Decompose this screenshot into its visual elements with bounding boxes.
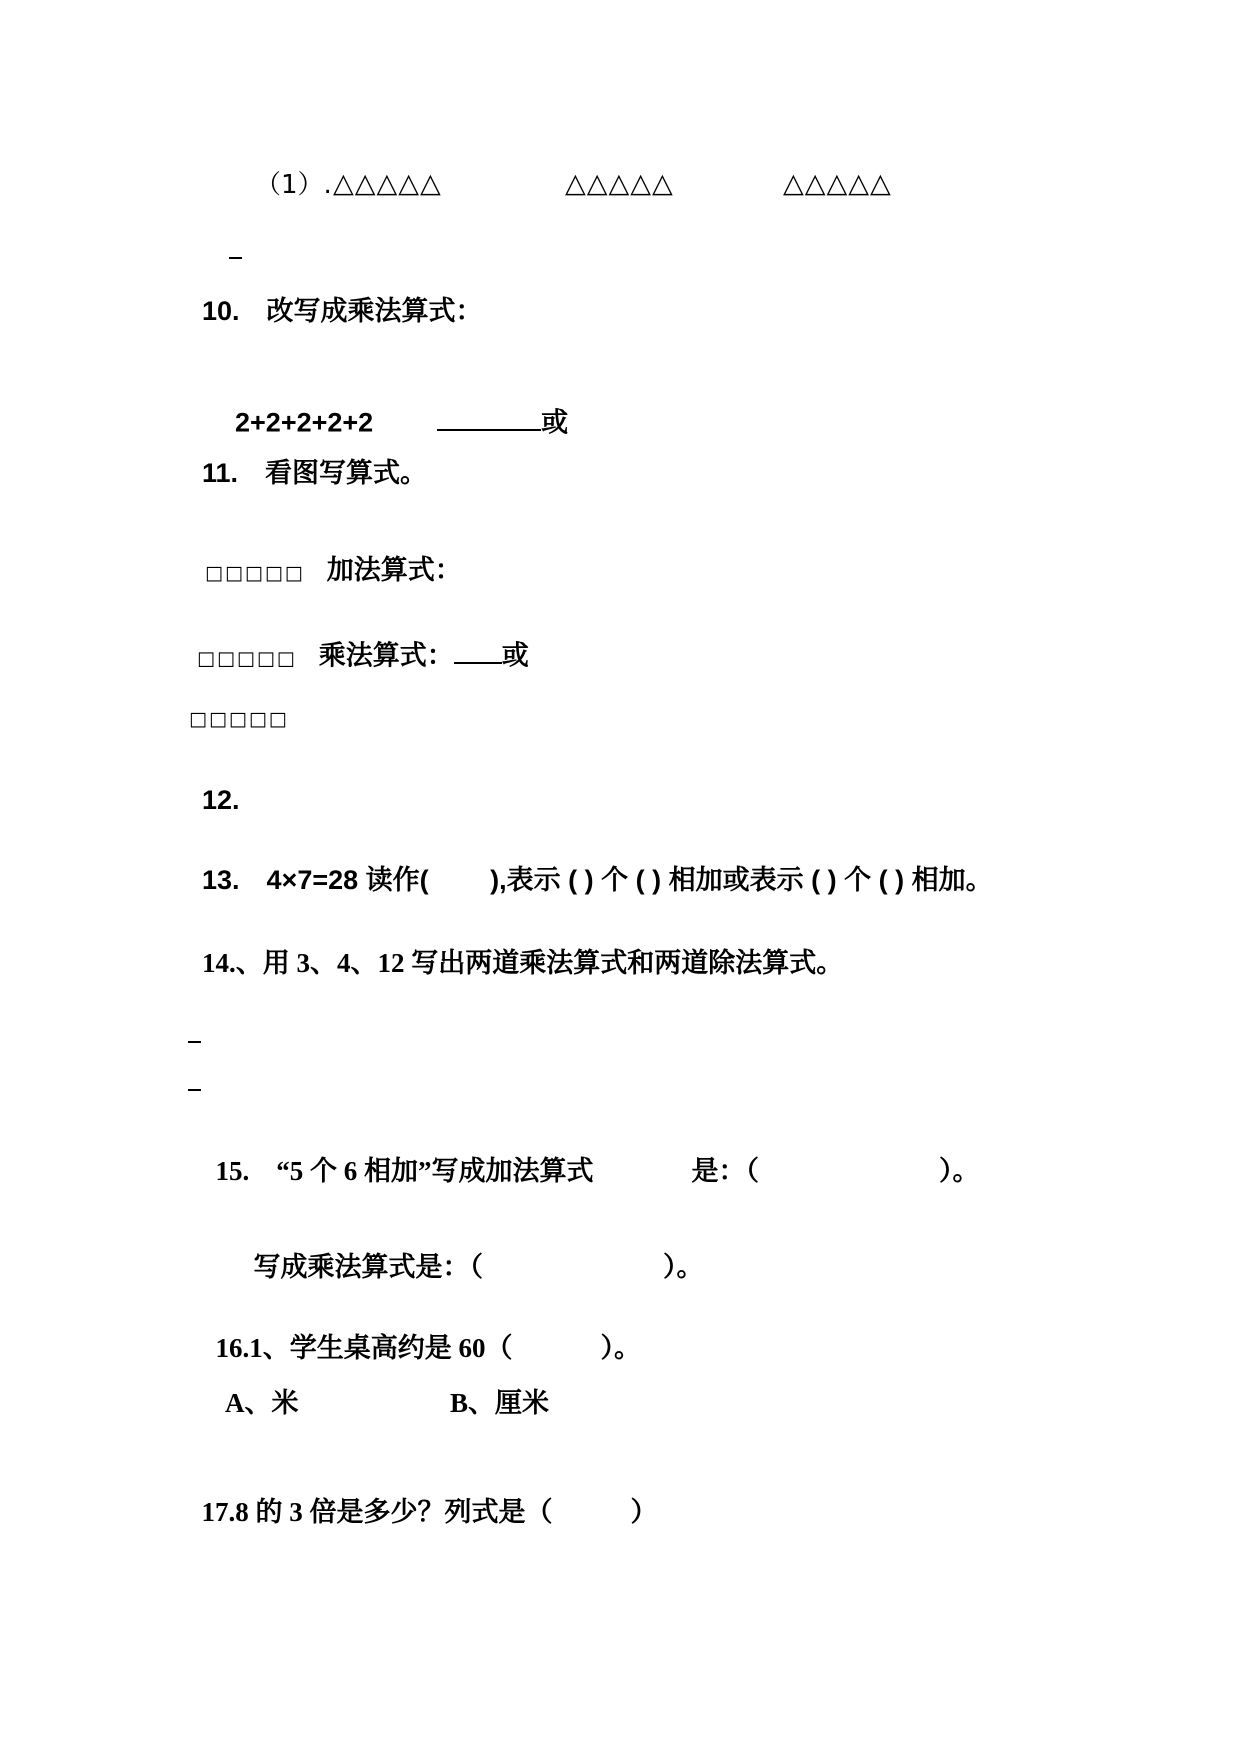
square-group-icon: □□□□□ bbox=[197, 647, 297, 670]
q12-title: 12. bbox=[202, 785, 240, 815]
q11-row-2 bbox=[189, 622, 529, 669]
q11-multiplication-label: 乘法算式： bbox=[318, 640, 454, 671]
q11-addition-label: 加法算式： bbox=[326, 555, 462, 585]
q10-or: 或 bbox=[541, 407, 569, 438]
q9-triangle-group-3: △△△△△ bbox=[783, 168, 892, 199]
square-group-icon: □□□□□ bbox=[189, 708, 289, 730]
q16-line bbox=[202, 1308, 641, 1362]
q15-line-2 bbox=[240, 1227, 704, 1281]
q15-is-open: 是：（ bbox=[691, 1156, 759, 1186]
q11-title: 11. 看图写算式。 bbox=[202, 458, 428, 488]
q17-close: ） bbox=[630, 1497, 658, 1527]
square-group-icon: □□□□□ bbox=[205, 562, 305, 584]
answer-dash bbox=[188, 1089, 201, 1091]
q13-text: 13. 4×7=28 读作( ),表示 ( ) 个 ( ) 相加或表示 ( ) 个 ( ) 相加。 bbox=[202, 865, 993, 895]
q11-row-1 bbox=[197, 541, 462, 584]
q10-line bbox=[220, 378, 568, 436]
q14-text: 14.、用 3、4、12 写出两道乘法算式和两道除法算式。 bbox=[202, 948, 844, 978]
q10-expression: 2+2+2+2+2 bbox=[235, 407, 374, 438]
answer-dash bbox=[188, 1041, 201, 1043]
q9-label: （1）. bbox=[255, 170, 332, 200]
q16-prompt: 16.1、学生桌高约是 60（ bbox=[215, 1333, 513, 1363]
q10-title: 10. 改写成乘法算式： bbox=[202, 296, 483, 326]
q11-or: 或 bbox=[501, 640, 529, 671]
q15-close-2: ）。 bbox=[663, 1252, 704, 1282]
q9-triangle-group-1: △△△△△ bbox=[333, 168, 442, 199]
q9-triangle-group-2: △△△△△ bbox=[565, 168, 674, 199]
q15-line-1 bbox=[202, 1131, 980, 1185]
q15-close: ）。 bbox=[939, 1156, 980, 1186]
q11-answer-blank[interactable] bbox=[454, 638, 502, 664]
q15-prompt: 15. “5 个 6 相加”写成加法算式 bbox=[215, 1156, 594, 1186]
q16-option-b[interactable]: B、厘米 bbox=[450, 1388, 550, 1418]
q16-option-a[interactable]: A、米 bbox=[225, 1388, 299, 1418]
q15-multiplication-prompt: 写成乘法算式是：（ bbox=[253, 1252, 483, 1282]
q16-close: ）。 bbox=[600, 1333, 641, 1363]
q17-prompt: 17.8 的 3 倍是多少？列式是（ bbox=[201, 1497, 553, 1527]
q10-answer-blank[interactable] bbox=[437, 405, 541, 431]
answer-dash bbox=[229, 257, 242, 259]
q17-line bbox=[188, 1472, 658, 1526]
